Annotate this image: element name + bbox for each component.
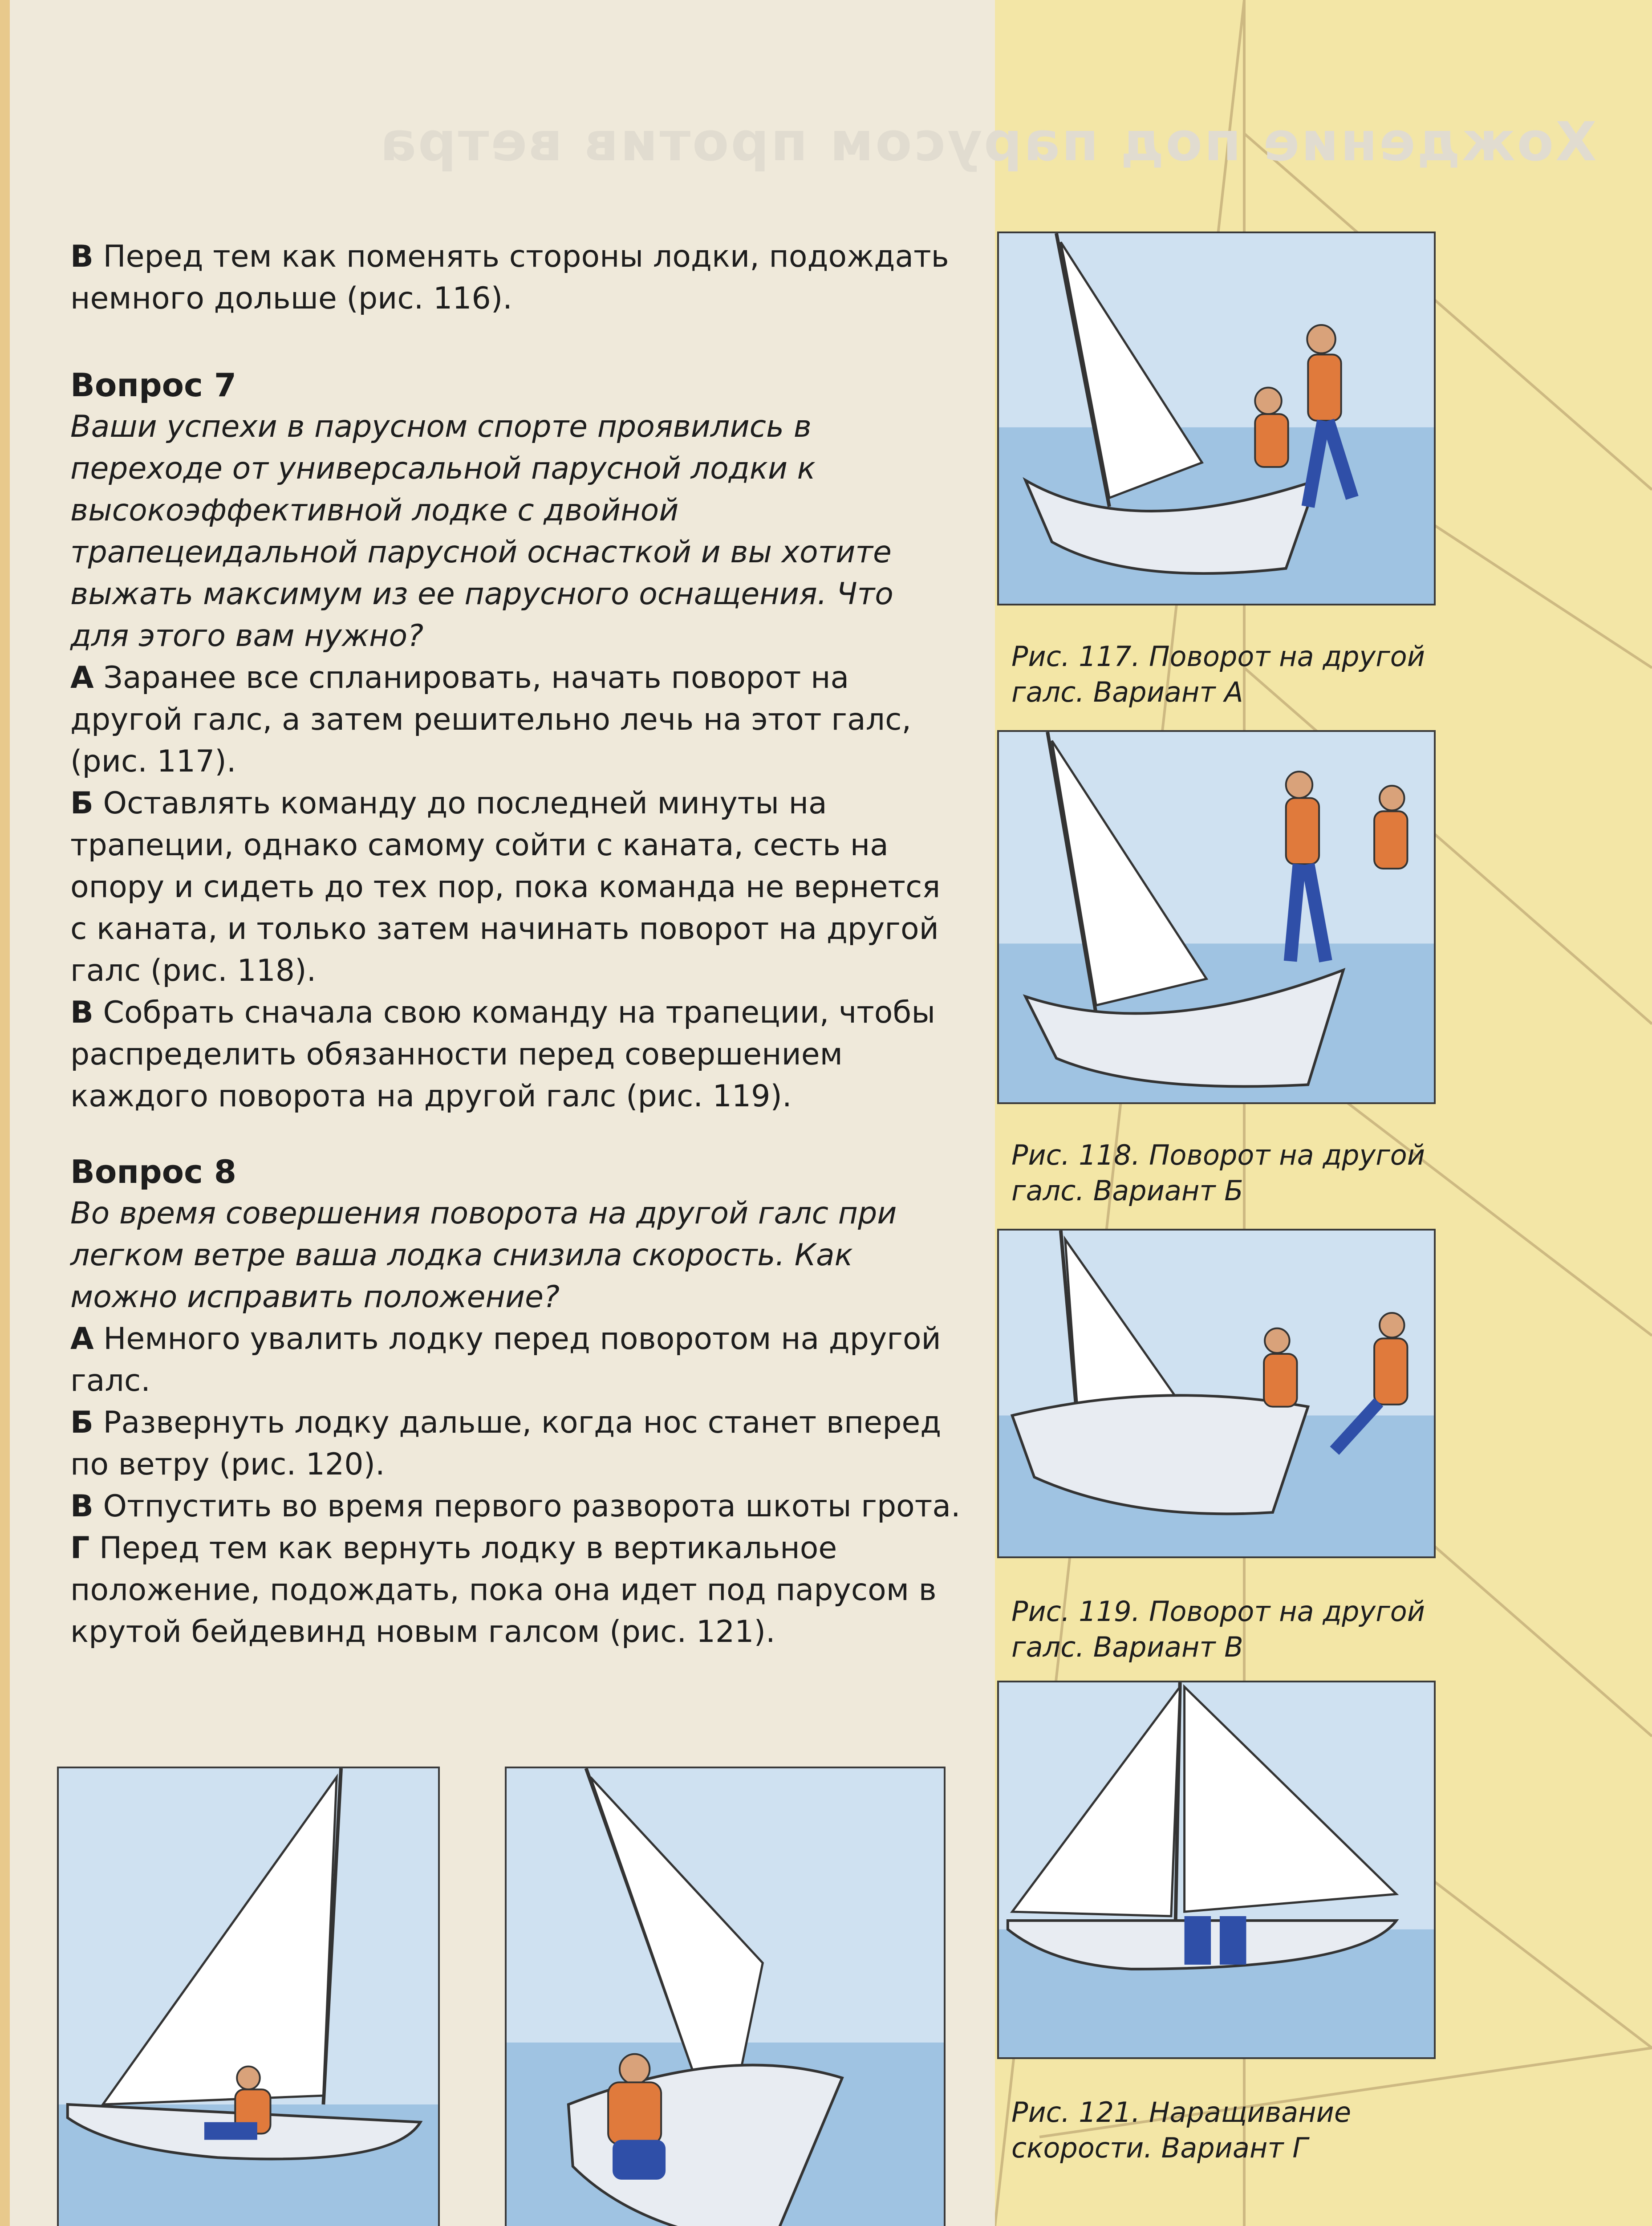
figure-119-illustration <box>997 1229 1436 1558</box>
option-letter: Б <box>70 786 93 821</box>
option-text: Отпустить во время первого разворота шкоты грота. <box>103 1489 961 1524</box>
option-text: Перед тем как вернуть лодку в вертикальное положение, подождать, пока она идет под парусом в крутой бейдевинд новым галсом (рис. 121). <box>70 1531 937 1649</box>
answer-option <box>70 657 961 783</box>
answer-option <box>70 1486 961 1527</box>
option-letter: В <box>70 995 93 1030</box>
figure-121-caption: Рис. 121. Наращивание скорости. Вариант Г <box>1011 2096 1352 2164</box>
figure-118-illustration <box>997 730 1436 1104</box>
page-edge <box>0 0 10 2226</box>
figure-118-caption: Рис. 118. Поворот на другой галс. Вариант Б <box>1011 1139 1425 1207</box>
option-letter: А <box>70 660 94 695</box>
option-text: Развернуть лодку дальше, когда нос станет вперед по ветру (рис. 120). <box>70 1405 942 1482</box>
option-text: Собрать сначала свою команду на трапеции, чтобы распределить обязанности перед совершением каждого поворота на другой галс (рис. 119). <box>70 995 936 1114</box>
question-7 <box>70 364 961 1117</box>
option-text: Перед тем как поменять стороны лодки, подождать немного дольше (рис. 116). <box>70 239 949 316</box>
option-text: Оставлять команду до последней минуты на трапеции, однако самому сойти с каната, сесть на опору и сидеть до тех пор, пока команда не вернется с каната, и только затем начинать поворот на другой галс (рис. 118). <box>70 786 941 988</box>
figure-116-illustration <box>57 1767 440 2226</box>
question-title: Вопрос 7 <box>70 366 236 404</box>
intro-paragraph <box>70 236 961 320</box>
figure-117-caption: Рис. 117. Поворот на другой галс. Вариант А <box>1011 640 1425 708</box>
answer-option <box>70 783 961 992</box>
answer-option <box>70 1402 961 1486</box>
question-8 <box>70 1151 961 1653</box>
figure-117-illustration <box>997 232 1436 605</box>
figure-119-caption: Рис. 119. Поворот на другой галс. Вариант В <box>1011 1595 1425 1663</box>
option-text: Заранее все спланировать, начать поворот на другой галс, а затем решительно лечь на этот галс, (рис. 117). <box>70 660 912 779</box>
mirrored-ghost-header: Хождение под парусом против ветра <box>378 111 1597 173</box>
question-prompt: Во время совершения поворота на другой галс при легком ветре ваша лодка снизила скорость. Как можно исправить положение? <box>70 1196 897 1315</box>
answer-option <box>70 1318 961 1402</box>
question-prompt: Ваши успехи в парусном спорте проявились в переходе от универсальной парусной лодки к высокоэффективной лодке с двойной трапецеидальной парусной оснасткой и вы хотите выжать максимум из ее парусного оснащения. Что для этого вам нужно? <box>70 409 893 654</box>
option-letter: Г <box>70 1531 90 1566</box>
option-letter: А <box>70 1321 94 1357</box>
option-letter: В <box>70 239 93 274</box>
option-letter: В <box>70 1489 93 1524</box>
question-title: Вопрос 8 <box>70 1153 236 1190</box>
figure-121-illustration <box>997 1681 1436 2059</box>
answer-option <box>70 992 961 1117</box>
option-text: Немного увалить лодку перед поворотом на другой галс. <box>70 1321 941 1398</box>
answer-option <box>70 1527 961 1653</box>
figure-120-illustration <box>505 1767 946 2226</box>
option-letter: Б <box>70 1405 93 1440</box>
